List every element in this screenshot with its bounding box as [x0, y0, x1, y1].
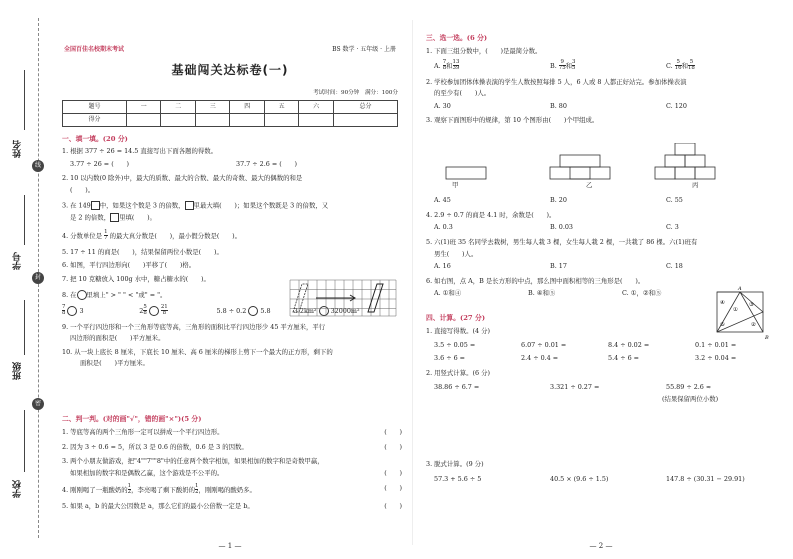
score-input[interactable] [161, 114, 195, 127]
compare-item [217, 306, 294, 316]
question-items [62, 160, 402, 169]
text: 8. 在 [62, 290, 77, 299]
section-heading: 四、计算。(27 分) [426, 314, 486, 322]
den: 18 [688, 65, 695, 72]
score-input[interactable] [333, 114, 397, 127]
text: 和 [681, 61, 688, 70]
text: ，李亮喝了剩下酸奶的 [131, 485, 195, 494]
shape-label: 甲 [452, 181, 459, 189]
digit-box[interactable] [185, 201, 194, 210]
shape-jia [446, 167, 486, 179]
calc-item: 147.8 ÷ (30.31 − 29.91) [666, 474, 745, 483]
question-cont: ( )。 [70, 186, 95, 195]
calc-item: 6.07 ÷ 0.01 = [521, 340, 567, 349]
name-line [24, 70, 25, 130]
region-label: ① [733, 307, 738, 313]
num: 1 [195, 482, 199, 489]
text: 2. 因为 3 ÷ 0.6 = 5，所以 3 是 0.6 的倍数，0.6 是 3 的因数。 [62, 442, 248, 451]
fraction [572, 60, 575, 72]
calc-item: 57.3 + 5.6 ÷ 5 [434, 474, 482, 483]
item: 37.7 ÷ 2.6 = ( ) [236, 159, 297, 168]
question-cont: 面积是( )平方厘米。 [80, 359, 149, 368]
text: ，刚刚喝的酸奶多。 [198, 485, 256, 494]
calc-item: 38.86 ÷ 6.7 = [434, 382, 480, 391]
text: A. [434, 61, 441, 70]
section-3-cont [426, 196, 782, 298]
text: 如果相加的数字和是偶数乙赢，这个游戏是不公平的。 [70, 469, 224, 478]
shape-yi [550, 155, 610, 179]
page-number: — 2 — [589, 541, 613, 550]
num: 1 [127, 482, 132, 489]
page-divider [412, 20, 413, 545]
question: 2. 学校参加团体体操表演的学生人数按照每排 5 人，6 人或 8 人都正好站完。参加体操表演 [426, 77, 687, 86]
num: 21 [160, 303, 168, 310]
calc-row [426, 341, 782, 350]
section-heading: 二、判一判。(对的画"√"，错的画"×")(5 分) [62, 415, 202, 423]
seal-mark: 密 [32, 398, 44, 410]
calc-item: 40.5 × (9.6 ÷ 1.5) [550, 474, 609, 483]
score-cell: 五 [264, 101, 298, 114]
fraction [675, 60, 682, 72]
fraction [143, 305, 146, 317]
num: 1 [104, 229, 108, 236]
question: 3. 脱式计算。(9 分) [426, 460, 484, 468]
section-4-cont [426, 460, 782, 483]
den: 75 [558, 65, 566, 72]
option-c[interactable]: C. 3 [666, 223, 679, 232]
section-1 [62, 135, 402, 368]
question: 5. 六(1)班 35 名同学去栽树，男生每人栽 3 棵，女生每人栽 2 棵，一共栽了 86 棵。六(1)班有 [426, 237, 698, 246]
text: 2 [139, 306, 144, 315]
shape-bing [655, 143, 715, 179]
answer-paren[interactable]: ( ) [384, 428, 402, 437]
text: B. [550, 61, 557, 70]
option-a[interactable]: A. ①和④ [434, 289, 462, 298]
den: 2 [195, 489, 199, 496]
question: 3. 两个小朋友做游戏，把"4""7""8"中的任意两个数字相加，如果相加的数字和是奇数甲赢， [62, 457, 324, 466]
section-heading: 三、选一选。(6 分) [426, 34, 488, 42]
score-input[interactable] [127, 114, 161, 127]
question [62, 443, 402, 452]
compare-circle[interactable] [67, 306, 77, 316]
num: 5 [676, 58, 680, 65]
fraction [104, 230, 107, 242]
compare-circle[interactable] [149, 306, 159, 316]
section-2 [62, 415, 402, 510]
compare-circle[interactable] [248, 306, 258, 316]
score-input[interactable] [195, 114, 229, 127]
question-cont: 四边形的面积是( )平方厘米。 [70, 334, 165, 343]
score-cell: 总分 [333, 101, 397, 114]
score-cell: 三 [195, 101, 229, 114]
question: 9. 一个平行四边形和一个三角形等底等高，三角形的面积比平行四边形少 45 平方厘米，平行 [62, 322, 326, 331]
calc-item: 3.2 ÷ 0.04 = [695, 354, 737, 363]
den: 16 [674, 65, 682, 72]
option-a[interactable]: A. 0.3 [434, 223, 453, 232]
option-c[interactable]: C. ①，②和⑤ [622, 289, 662, 298]
compare-circle[interactable] [77, 290, 87, 300]
calc-item: 2.4 ÷ 0.4 = [521, 354, 559, 363]
option-a[interactable]: A. 45 [434, 196, 451, 204]
moved-parallelogram [368, 284, 383, 312]
question [62, 230, 402, 242]
exam-meta: 考试时间：90分钟 满分：100分 [313, 90, 398, 96]
text: 1. 等底等高的两个三角形一定可以拼成一个平行四边形。 [62, 428, 224, 437]
option-c[interactable]: C. 55 [666, 196, 683, 204]
score-input[interactable] [299, 114, 333, 127]
text: 是 2 的倍数， [70, 213, 111, 222]
score-cell: 六 [299, 101, 333, 114]
page-1 [56, 0, 404, 559]
text: 4. 刚刚喝了一瓶酸奶的 [62, 485, 128, 494]
original-parallelogram [293, 284, 308, 312]
region-label: ⑤ [720, 322, 725, 328]
section-heading: 一、填一填。(20 分) [62, 135, 128, 143]
option-c[interactable]: C. 18 [666, 262, 683, 271]
calc-row [426, 354, 782, 363]
text: 里填( )。 [119, 213, 157, 222]
num: 9 [560, 58, 564, 65]
text: 和 [565, 61, 573, 70]
question [62, 502, 402, 511]
question-cont [62, 469, 402, 478]
answer-paren[interactable]: ( ) [384, 442, 402, 451]
section-4 [426, 314, 782, 404]
calc-row [426, 383, 782, 392]
option-c[interactable]: C. 120 [666, 101, 687, 110]
question: 1. 根据 377 ÷ 26 = 14.5 直接写出下面各题的得数。 [62, 147, 218, 156]
question [62, 201, 402, 210]
text: 里填上" > " " < "或" = "。 [86, 290, 167, 299]
item: 3.77 ÷ 26 = ( ) [70, 159, 129, 168]
region-label: ④ [720, 300, 725, 306]
num: 7 [62, 303, 66, 310]
den: 7 [104, 235, 108, 242]
options [426, 60, 782, 72]
den: 8 [62, 310, 66, 317]
region-label: ② [751, 322, 756, 328]
class-label: 班级 [13, 362, 23, 380]
seal-mark: 封 [32, 272, 44, 284]
section-3 [426, 34, 782, 124]
num: 5 [143, 303, 147, 310]
option-b[interactable]: B. 80 [550, 101, 567, 110]
option-a[interactable] [434, 60, 550, 72]
fraction [161, 305, 168, 317]
answer-paren[interactable]: ( ) [384, 501, 402, 510]
option-a[interactable]: A. 16 [434, 262, 451, 271]
den: 8 [162, 310, 167, 317]
text: 32000m² [330, 306, 360, 315]
den: 8 [143, 310, 147, 317]
exam-badge: 全国百佳名校期末考试 [64, 46, 125, 53]
options [426, 223, 782, 232]
text: 4. 分数单位是 [62, 231, 103, 240]
calc-item: 0.1 ÷ 0.01 = [695, 340, 737, 349]
shape-label: 丙 [692, 181, 699, 189]
answer-paren[interactable]: ( ) [384, 483, 402, 492]
answer-paren[interactable]: ( ) [384, 469, 402, 478]
page-number: — 1 — [218, 541, 242, 550]
options [426, 102, 782, 111]
calc-item: 8.4 ÷ 0.02 = [608, 340, 650, 349]
calc-row [426, 475, 782, 484]
series-label: BS 数学 · 五年级 · 上册 [332, 46, 396, 53]
translation-grid [288, 278, 398, 318]
text: 的最大真分数是( )，最小假分数是( )。 [109, 231, 242, 240]
question: 6. 如图，平行四边形向( )平移了( )格。 [62, 261, 196, 270]
question-cont [62, 213, 402, 222]
den: 39 [452, 65, 460, 72]
text: C. [666, 61, 673, 70]
question: 1. 直接写得数。(4 分) [426, 327, 490, 336]
score-cell: 二 [161, 101, 195, 114]
fraction [559, 60, 566, 72]
point-b-label: B [765, 335, 769, 340]
text: 中，如果这个数是 3 的倍数， [99, 201, 185, 210]
region-label: ③ [749, 302, 754, 308]
options [426, 196, 782, 205]
score-cell: 得分 [63, 114, 127, 127]
id-label: 学号 [13, 252, 23, 270]
seal-mark: 线 [32, 160, 44, 172]
question: 5. 17 ÷ 11 的商是( )，结果保留两位小数是( )。 [62, 247, 223, 256]
option-c[interactable] [666, 60, 782, 72]
calc-item: 3.321 ÷ 0.27 = [550, 382, 600, 391]
question: 2. 用竖式计算。(6 分) [426, 369, 490, 378]
num: 13 [452, 58, 460, 65]
score-cell: 一 [127, 101, 161, 114]
compare-item [62, 305, 139, 317]
question [62, 428, 402, 437]
option-b[interactable]: B. 0.03 [550, 223, 573, 232]
round-note: (结果保留两位小数) [662, 395, 719, 404]
pattern-figure [440, 143, 720, 195]
options [426, 289, 716, 298]
score-table [62, 100, 398, 127]
digit-box[interactable] [91, 201, 100, 210]
text: 5.8 [260, 306, 271, 315]
question: 7. 把 10 克糖放入 100g 水中，糖占糖水的( )。 [62, 275, 210, 284]
option-a[interactable]: A. 30 [434, 101, 451, 110]
options [426, 262, 782, 271]
id-line [24, 195, 25, 245]
table-row [63, 114, 398, 127]
option-b[interactable]: B. ④和⑤ [528, 289, 556, 298]
score-cell: 题号 [63, 101, 127, 114]
calc-item: 3.6 ÷ 6 = [434, 354, 466, 363]
fraction [62, 305, 65, 317]
den: 5 [572, 65, 576, 72]
school-label: 学校 [13, 480, 23, 498]
calc-item: 5.4 ÷ 6 = [608, 354, 640, 363]
binding-strip [0, 0, 52, 559]
score-input[interactable] [264, 114, 298, 127]
point-a-label: A [738, 286, 742, 292]
class-line [24, 300, 25, 355]
question-cont: 的至少有( )人。 [434, 89, 491, 98]
text: 里最大填( )；如果这个数既是 3 的倍数，又 [193, 201, 329, 210]
num: 3 [572, 58, 576, 65]
text: 5. 如果 a，b 的最大公因数是 a，那么它们的最小公倍数一定是 b。 [62, 501, 254, 510]
option-b[interactable]: B. 20 [550, 196, 567, 204]
table-row [63, 101, 398, 114]
num: 7 [442, 58, 447, 65]
num: 5 [689, 58, 694, 65]
school-line [24, 410, 25, 472]
option-b[interactable]: B. 17 [550, 262, 567, 271]
den: 8 [442, 65, 447, 72]
text: 和 [446, 61, 453, 70]
question [62, 484, 402, 496]
den: 2 [127, 489, 132, 496]
text: 5.8 ÷ 0.2 [216, 306, 247, 315]
text: 3 [79, 306, 84, 315]
name-label: 姓名 [13, 140, 23, 158]
fraction [453, 60, 460, 72]
page-title: 基础闯关达标卷(一) [171, 63, 289, 77]
arrow-icon [316, 295, 355, 301]
question: 1. 下面三组分数中，( )是最简分数。 [426, 47, 542, 56]
calc-item: 55.89 ÷ 2.6 ≈ [666, 382, 712, 391]
calc-item: 3.5 ÷ 0.05 = [434, 340, 476, 349]
score-input[interactable] [230, 114, 264, 127]
fraction [688, 60, 695, 72]
shape-label: 乙 [586, 181, 593, 189]
text: 3.2km² [293, 306, 317, 315]
question: 6. 如右图，点 A，B 是长方形的中点，那么图中面积相等的三角形是( )。 [426, 276, 645, 285]
option-b[interactable] [550, 60, 666, 72]
score-cell: 四 [230, 101, 264, 114]
question: 3. 观察下面图形中的规律，第 10 个图形由( )个甲组成。 [426, 115, 599, 124]
question: 2. 10 以内数(0 除外)中，最大的质数、最大的合数、最大的奇数、最大的偶数的和是 [62, 174, 303, 183]
compare-item [139, 305, 216, 317]
question: 10. 从一块上底长 8 厘米，下底长 10 厘米、高 6 厘米的梯形上剪下一个最大的正方形，剩下的 [62, 347, 333, 356]
question-cont: 男生( )人。 [434, 249, 478, 258]
text: 3. 在 149 [62, 201, 91, 210]
digit-box[interactable] [110, 213, 119, 222]
page-2 [420, 0, 782, 559]
question: 4. 2.9 ÷ 0.7 的商是 4.1 时，余数是( )。 [426, 210, 556, 219]
